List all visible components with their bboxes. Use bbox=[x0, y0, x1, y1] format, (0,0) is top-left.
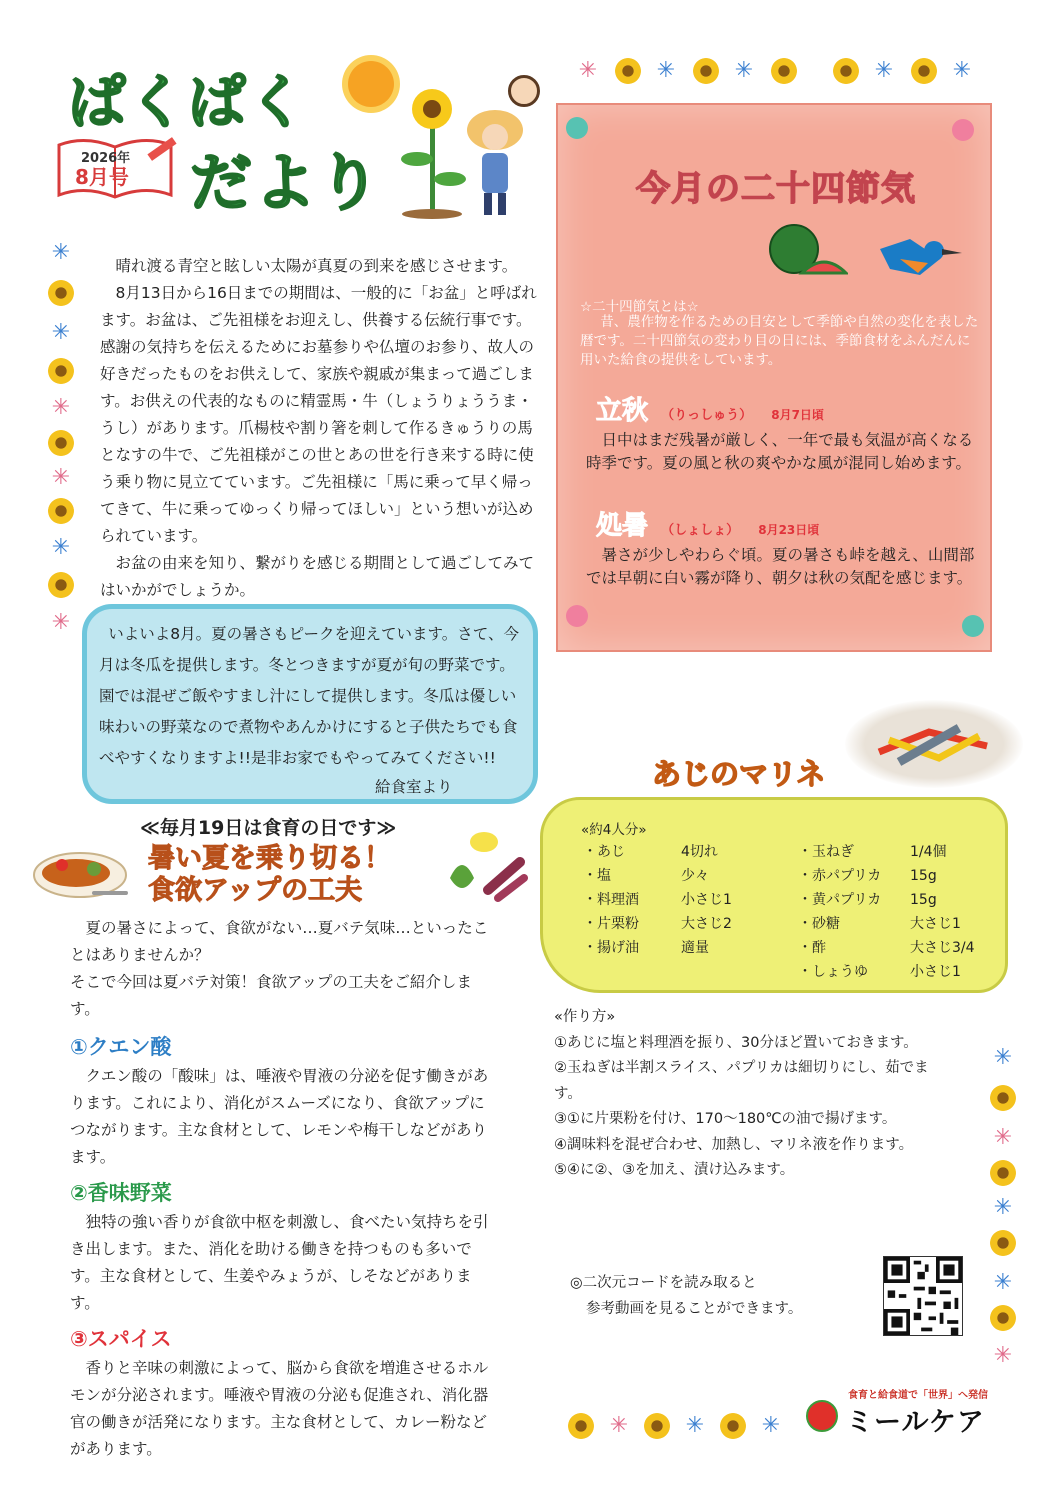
ingredient-name: ・赤パプリカ bbox=[798, 868, 882, 884]
pin-icon bbox=[962, 615, 984, 637]
sekki-about-text: 昔、農作物を作るための目安として季節や自然の変化を表した暦です。二十四節気の変わり目の日には、季節食材をふんだんに用いた給食の提供をしています。 bbox=[580, 314, 979, 368]
ingredient-row bbox=[583, 840, 732, 864]
ingredient-qty: 15g bbox=[910, 892, 937, 908]
ingredient-qty: 大さじ1 bbox=[910, 916, 961, 932]
sunflower-icon bbox=[990, 1085, 1016, 1111]
qr-code-icon bbox=[884, 1257, 962, 1335]
section-text: 独特の強い香りが食欲中枢を刺激し、食べたい気持ちを引き出します。また、消化を助ける働きを持つものも多いです。主な食材として、生姜やみょうが、しそなどがあります。 bbox=[70, 1213, 489, 1312]
sparkle-icon: ✳ bbox=[734, 58, 754, 83]
title-line2: だより bbox=[190, 146, 383, 219]
sekki-item-date: 8月7日頃 bbox=[771, 408, 824, 422]
ingredient-name: ・酢 bbox=[798, 940, 826, 956]
intro-text bbox=[100, 253, 540, 604]
top-border-decoration bbox=[575, 58, 995, 86]
sunflower-icon bbox=[568, 1413, 594, 1439]
ingredients-right bbox=[798, 840, 975, 984]
sparkle-icon: ✳ bbox=[51, 535, 71, 560]
sunflower-icon bbox=[990, 1230, 1016, 1256]
kitchen-note-text: いよいよ8月。夏の暑さもピークを迎えています。さて、今月は冬瓜を提供します。冬とつきますが夏が旬の野菜です。園では混ぜご飯やすまし汁にして提供します。冬瓜は優しい味わいの野菜なので煮物やあんかけにすると子供たちでも食べやすくなりますよ!!是非お家でもやってみてください!! bbox=[99, 625, 519, 767]
curry-illustration bbox=[32, 835, 132, 903]
ingredient-qty: 小さじ1 bbox=[910, 964, 961, 980]
sparkle-icon: ✳ bbox=[993, 1195, 1013, 1220]
sparkle-icon: ✳ bbox=[51, 395, 71, 420]
pin-icon bbox=[566, 605, 588, 627]
sekki-panel bbox=[556, 103, 992, 652]
shokuiku-headline bbox=[148, 843, 391, 907]
section-text: 香りと辛味の刺激によって、脳から食欲を増進させるホルモンが分泌されます。唾液や胃液の分泌も促進され、消化器官の働きが活発になります。主な食材として、カレー粉などがあります。 bbox=[70, 1359, 489, 1458]
sekki-item-name: 処暑 bbox=[596, 511, 649, 541]
sekki-item-name: 立秋 bbox=[596, 396, 649, 426]
sparkle-icon: ✳ bbox=[51, 465, 71, 490]
ingredient-row bbox=[798, 960, 975, 984]
sunflower-icon bbox=[771, 58, 797, 84]
intro-paragraph: お盆の由来を知り、繋がりを感じる期間として過ごしてみてはいかがでしょうか。 bbox=[100, 554, 535, 599]
watermelon-illustration bbox=[768, 221, 848, 283]
ingredient-row bbox=[798, 936, 975, 960]
sunflower-icon bbox=[48, 572, 74, 598]
method-step: ⑤④に②、③を加え、漬け込みます。 bbox=[554, 1162, 795, 1178]
ingredient-name: ・あじ bbox=[583, 844, 625, 860]
shokuiku-body bbox=[70, 915, 498, 1463]
sunflower-icon bbox=[833, 58, 859, 84]
sparkle-icon: ✳ bbox=[761, 1413, 781, 1438]
sekki-about-heading: ☆二十四節気とは☆ bbox=[580, 299, 699, 315]
sparkle-icon: ✳ bbox=[952, 58, 972, 83]
sparkle-icon: ✳ bbox=[685, 1413, 705, 1438]
sunflower-icon bbox=[644, 1413, 670, 1439]
section-title-spices: ③スパイス bbox=[70, 1327, 172, 1351]
sparkle-icon: ✳ bbox=[993, 1343, 1013, 1368]
footer-logo bbox=[806, 1386, 1036, 1438]
marinade-icon bbox=[869, 712, 999, 776]
method-step: ④調味料を混ぜ合わせ、加熱し、マリネ液を作ります。 bbox=[554, 1136, 914, 1153]
sunflower-icon bbox=[48, 498, 74, 524]
sekki-title: 今月の二十四節気 bbox=[636, 169, 916, 209]
ingredient-qty: 4切れ bbox=[681, 844, 718, 860]
ingredient-row bbox=[583, 936, 732, 960]
ingredient-row bbox=[583, 888, 732, 912]
qr-note bbox=[570, 1270, 802, 1322]
ingredient-name: ・しょうゆ bbox=[798, 964, 868, 980]
ingredient-row bbox=[583, 864, 732, 888]
bottom-border-decoration bbox=[568, 1413, 788, 1441]
ingredient-name: ・玉ねぎ bbox=[798, 844, 854, 860]
right-border-decoration bbox=[990, 1045, 1020, 1375]
section-title-citric-acid: ①クエン酸 bbox=[70, 1035, 172, 1059]
pin-icon bbox=[952, 119, 974, 141]
pin-icon bbox=[566, 117, 588, 139]
sunflower-icon bbox=[720, 1413, 746, 1439]
sunflower-icon bbox=[990, 1305, 1016, 1331]
title-line1: ぱくぱく bbox=[68, 68, 309, 136]
sekki-item-reading: （りっしゅう） bbox=[661, 408, 753, 423]
shokuiku-headline-line2: 食欲アップの工夫 bbox=[148, 875, 363, 906]
ingredient-name: ・揚げ油 bbox=[583, 940, 639, 956]
vegetables-illustration bbox=[440, 828, 528, 908]
ingredient-row bbox=[798, 840, 975, 864]
footer-tagline: 食育と給食道で「世界」へ発信 bbox=[848, 1390, 988, 1401]
ingredient-qty: 15g bbox=[910, 868, 937, 884]
sekki-item bbox=[596, 505, 986, 542]
sparkle-icon: ✳ bbox=[993, 1270, 1013, 1295]
ingredient-name: ・料理酒 bbox=[583, 892, 639, 908]
marinade-photo bbox=[845, 700, 1023, 788]
ingredient-name: ・黄パプリカ bbox=[798, 892, 882, 908]
method-step: ②玉ねぎは半割スライス、パプリカは細切りにし、茹でます。 bbox=[554, 1060, 929, 1102]
shokuiku-intro: 夏の暑さによって、食欲がない…夏バテ気味…といったことはありませんか？ bbox=[70, 919, 489, 964]
ingredient-qty: 1/4個 bbox=[910, 844, 947, 860]
sparkle-icon: ✳ bbox=[993, 1045, 1013, 1070]
sunflower-icon bbox=[990, 1160, 1016, 1186]
ingredients-left bbox=[583, 840, 732, 960]
issue-badge bbox=[55, 135, 175, 205]
ingredient-qty: 大さじ2 bbox=[681, 916, 732, 932]
ingredient-name: ・塩 bbox=[583, 868, 611, 884]
footer-brand: ミールケア bbox=[846, 1407, 985, 1438]
sunflower-icon bbox=[693, 58, 719, 84]
intro-paragraph: 8月13日から16日までの期間は、一般的に「お盆」と呼ばれます。お盆は、ご先祖様をお迎えし、供養する伝統行事です。感謝の気持ちを伝えるためにお墓参りや仏壇のお参り、故人の好きだったものをお供えして、家族や親戚が集まって過ごします。お供えの代表的なものに精霊馬・牛（しょうりょううま・うし）があります。爪楊枝や割り箸を刺して作るきゅうりの馬となすの牛で、ご先祖様がこの世とあの世を行き来する時に使う乗り物に見立てています。ご先祖様に「馬に乗って早く帰ってきて、牛に乗ってゆっくり帰ってほしい」という想いが込められています。 bbox=[100, 284, 537, 545]
ingredient-qty: 少々 bbox=[681, 868, 709, 884]
ingredient-qty: 適量 bbox=[681, 940, 709, 956]
method-step: ③①に片栗粉を付け、170～180℃の油で揚げます。 bbox=[554, 1111, 897, 1127]
section-title-aromatic-vegetables: ②香味野菜 bbox=[70, 1181, 172, 1205]
kitchen-note-signature: 給食室より bbox=[375, 778, 453, 796]
sun-icon bbox=[348, 61, 394, 107]
child-illustration bbox=[460, 105, 530, 220]
sekki-item bbox=[596, 390, 986, 427]
intro-paragraph: 晴れ渡る青空と眩しい太陽が真夏の到来を感じさせます。 bbox=[115, 257, 518, 275]
method-heading: «作り方» bbox=[554, 1009, 616, 1025]
sunflower-icon bbox=[48, 280, 74, 306]
sunflower-icon bbox=[48, 358, 74, 384]
sunflower-icon bbox=[615, 58, 641, 84]
kingfisher-illustration bbox=[870, 229, 962, 285]
section-text: クエン酸の「酸味」は、唾液や胃液の分泌を促す働きがあります。これにより、消化がスムーズになり、食欲アップにつながります。主な食材として、レモンや梅干しなどがあります。 bbox=[70, 1067, 489, 1166]
sparkle-icon: ✳ bbox=[51, 320, 71, 345]
ingredient-row bbox=[798, 888, 975, 912]
sekki-item-text: 暑さが少しやわらぐ頃。夏の暑さも峠を越え、山間部では早朝に白い霧が降り、朝夕は秋の気配を感じます。 bbox=[586, 546, 975, 587]
sekki-item-reading: （しょしょ） bbox=[661, 523, 740, 538]
qr-note-line1: ◎二次元コードを読み取ると bbox=[570, 1275, 757, 1291]
method-step: ①あじに塩と料理酒を振り、30分ほど置いておきます。 bbox=[554, 1034, 918, 1051]
kitchen-note-box bbox=[82, 604, 538, 804]
ingredient-name: ・片栗粉 bbox=[583, 916, 639, 932]
sunflower-icon bbox=[911, 58, 937, 84]
recipe-ingredients-box bbox=[540, 797, 1008, 993]
recipe-title: あじのマリネ bbox=[652, 757, 826, 791]
shokuiku-headline-line1: 暑い夏を乗り切る！ bbox=[148, 843, 391, 874]
recipe-method bbox=[554, 1005, 974, 1184]
sparkle-icon: ✳ bbox=[656, 58, 676, 83]
ingredient-qty: 小さじ1 bbox=[681, 892, 732, 908]
sparkle-icon: ✳ bbox=[874, 58, 894, 83]
sparkle-icon: ✳ bbox=[993, 1125, 1013, 1150]
issue-year: 2026年 bbox=[81, 151, 131, 166]
ingredient-qty: 大さじ3/4 bbox=[910, 940, 975, 956]
ingredient-name: ・砂糖 bbox=[798, 916, 840, 932]
sekki-item-text: 日中はまだ残暑が厳しく、一年で最も気温が高くなる時季です。夏の風と秋の爽やかな風が混同し始めます。 bbox=[586, 431, 974, 472]
sekki-item-date: 8月23日頃 bbox=[758, 523, 820, 537]
ingredient-row bbox=[583, 912, 732, 936]
sparkle-icon: ✳ bbox=[609, 1413, 629, 1438]
qr-note-line2: 参考動画を見ることができます。 bbox=[586, 1301, 803, 1317]
tomato-icon bbox=[806, 1400, 838, 1432]
sunflower-icon bbox=[48, 430, 74, 456]
ingredient-row bbox=[798, 864, 975, 888]
sparkle-icon: ✳ bbox=[578, 58, 598, 83]
ingredient-row bbox=[798, 912, 975, 936]
shokuiku-day-banner: ≪毎月19日は食育の日です≫ bbox=[140, 817, 397, 839]
qr-code[interactable] bbox=[883, 1256, 963, 1336]
sparkle-icon: ✳ bbox=[51, 240, 71, 265]
recipe-servings: «約4人分» bbox=[581, 822, 647, 838]
sparkle-icon: ✳ bbox=[51, 610, 71, 635]
left-border-decoration bbox=[48, 240, 78, 640]
issue-month: 8月号 bbox=[75, 165, 129, 189]
shokuiku-intro2: そこで今回は夏バテ対策！食欲アップの工夫をご紹介します。 bbox=[70, 973, 472, 1018]
girl-peeking-icon bbox=[508, 75, 540, 107]
